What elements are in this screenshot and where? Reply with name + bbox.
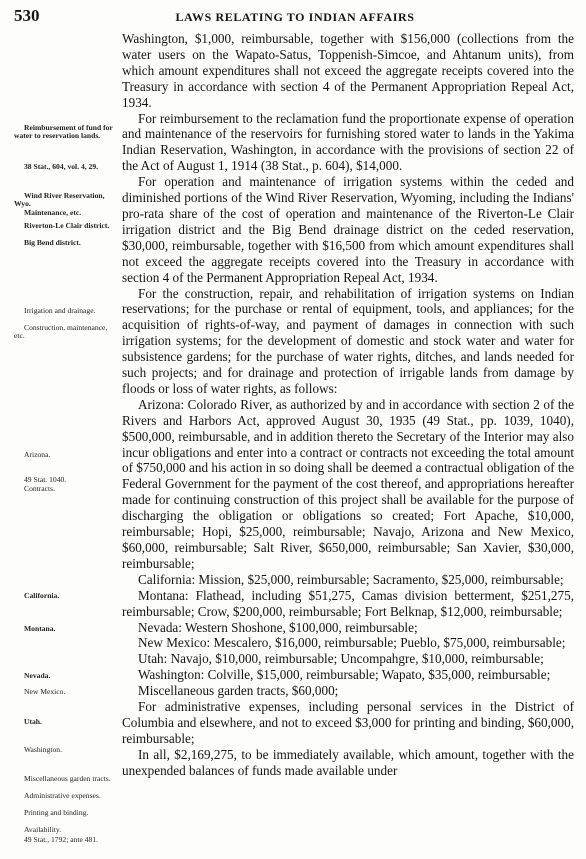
margin-note-washington: Washington. (24, 745, 62, 754)
margin-note-printing: Printing and binding. (24, 808, 89, 817)
paragraph-garden-tracts: Miscellaneous garden tracts, $60,000; (138, 683, 339, 699)
paragraph-wind-river: For operation and maintenance of irrigation systems within the ceded and diminished portions of the Wind River Reservation, Wyoming, including the Indians' pro-rata share of the cost of operation and maintenance of the Riverton-Le Clair irrigation district and the Big Bend drainage district on the ceded reservation, $30,000, reimbursable, together with $16,500 from which amount expenditures shall not exceed the aggregate receipts covered into the Treasury in accordance with section 4 of the Permanent Appropriation Repeal Act, 1934. (122, 174, 574, 285)
margin-note-administrative: Administrative expenses. (24, 791, 101, 800)
margin-note-riverton: Riverton-Le Clair district. (24, 221, 110, 230)
body-text (122, 31, 574, 779)
margin-note-38-stat: 38 Stat., 604, vol. 4, 29. (24, 162, 99, 171)
margin-note-irrigation: Irrigation and drainage. (24, 306, 96, 315)
page-header (14, 6, 576, 30)
margin-note-contracts: Contracts. (24, 484, 56, 493)
paragraph-arizona: Arizona: Colorado River, as authorized by and in accordance with section 2 of the Rivers and Harbors Act, approved August 30, 1935 (49 Stat., pp. 1039, 1040), $500,000, reimbursable, and in addition thereto the Secretary of the Interior may also incur obligations and enter into a contract or contracts not exceeding the total amount of $750,000 and his action in so doing shall be deemed a contractual obligation of the Federal Government for the payment of the cost thereof, and appropriations hereafter made for continuing construction of this project shall be available for the purpose of discharging the obligation or obligations so created; Fort Apache, $10,000, reimbursable; Hopi, $25,000, reimbursable; Navajo, Arizona and New Mexico, $60,000, reimbursable; Salt River, $650,000, reimbursable; San Xavier, $30,000, reimbursable; (122, 396, 574, 571)
paragraph-in-all: In all, $2,169,275, to be immediately available, which amount, together with the unexpended balances of funds made available under (122, 746, 574, 778)
margin-note-arizona: Arizona. (24, 450, 51, 459)
paragraph-new-mexico: New Mexico: Mescalero, $16,000, reimbursable; Pueblo, $75,000, reimbursable; (138, 635, 566, 651)
margin-note-reimbursement: Reimbursement of fund for water to reservation lands. (14, 123, 113, 141)
margin-note-garden-tracts: Miscellaneous garden tracts. (24, 774, 111, 783)
paragraph-reclamation-fund: For reimbursement to the reclamation fund the proportionate expense of operation and maintenance of the reservoirs for furnishing stored water to lands in the Yakima Indian Reservation, Washington, in accordance with the provisions of section 22 of the Act of August 1, 1914 (38 Stat., p. 604), $14,000. (122, 110, 574, 174)
margin-note-big-bend: Big Bend district. (24, 238, 81, 247)
paragraph-montana: Montana: Flathead, including $51,275, Camas division betterment, $251,275, reimbursable; Crow, $200,000, reimbursable; Fort Belknap, $12,000, reimbursable; (122, 587, 574, 619)
paragraph-irrigation-construction: For the construction, repair, and rehabilitation of irrigation systems on Indian reservations; for the purchase or rental of equipment, tools, and appliances; for the acquisition of rights-of-way, and payment of damages in connection with such irrigation systems; for the development of domestic and stock water and water for subsistence gardens; for the purchase of water rights, ditches, and lands needed for such projects; and for drainage and protection of irrigable lands from damage by floods or loss of water rights, as follows: (122, 285, 574, 396)
paragraph-utah: Utah: Navajo, $10,000, reimbursable; Uncompahgre, $10,000, reimbursable; (138, 651, 544, 667)
paragraph-washington: Washington: Colville, $15,000, reimbursable; Wapato, $35,000, reimbursable; (138, 667, 551, 683)
running-title: LAWS RELATING TO INDIAN AFFAIRS (175, 10, 415, 24)
margin-note-construction: Construction, maintenance, etc. (14, 323, 108, 341)
margin-note-availability: Availability. (24, 825, 62, 834)
margin-note-49-stat-1040: 49 Stat. 1040. (24, 475, 67, 484)
margin-note-utah: Utah. (24, 717, 42, 726)
page-number: 530 (14, 6, 40, 25)
margin-note-wind-river: Wind River Reservation, Wyo. (14, 191, 105, 209)
margin-note-montana: Montana. (24, 624, 56, 633)
margin-note-49-stat-1792: 49 Stat., 1792; ante 481. (24, 835, 99, 844)
paragraph-nevada: Nevada: Western Shoshone, $100,000, reimbursable; (138, 619, 418, 635)
paragraph-yakima-collections: Washington, $1,000, reimbursable, together with $156,000 (collections from the water users on the Wapato-Satus, Toppenish-Simcoe, and Ahtanum units), from which amount expenditures shall not exceed the aggregate receipts covered into the Treasury in accordance with section 4 of the Permanent Appropriation Repeal Act, 1934. (122, 31, 574, 110)
paragraph-california: California: Mission, $25,000, reimbursable; Sacramento, $25,000, reimbursable; (138, 571, 564, 587)
margin-note-nevada: Nevada. (24, 671, 51, 680)
paragraph-administrative: For administrative expenses, including personal services in the District of Columbia and elsewhere, and not to exceed $3,000 for printing and binding, $60,000, reimbursable; (122, 699, 574, 746)
margin-note-new-mexico: New Mexico. (24, 687, 66, 696)
margin-note-maintenance: Maintenance, etc. (24, 208, 82, 217)
margin-note-california: California. (24, 591, 60, 600)
